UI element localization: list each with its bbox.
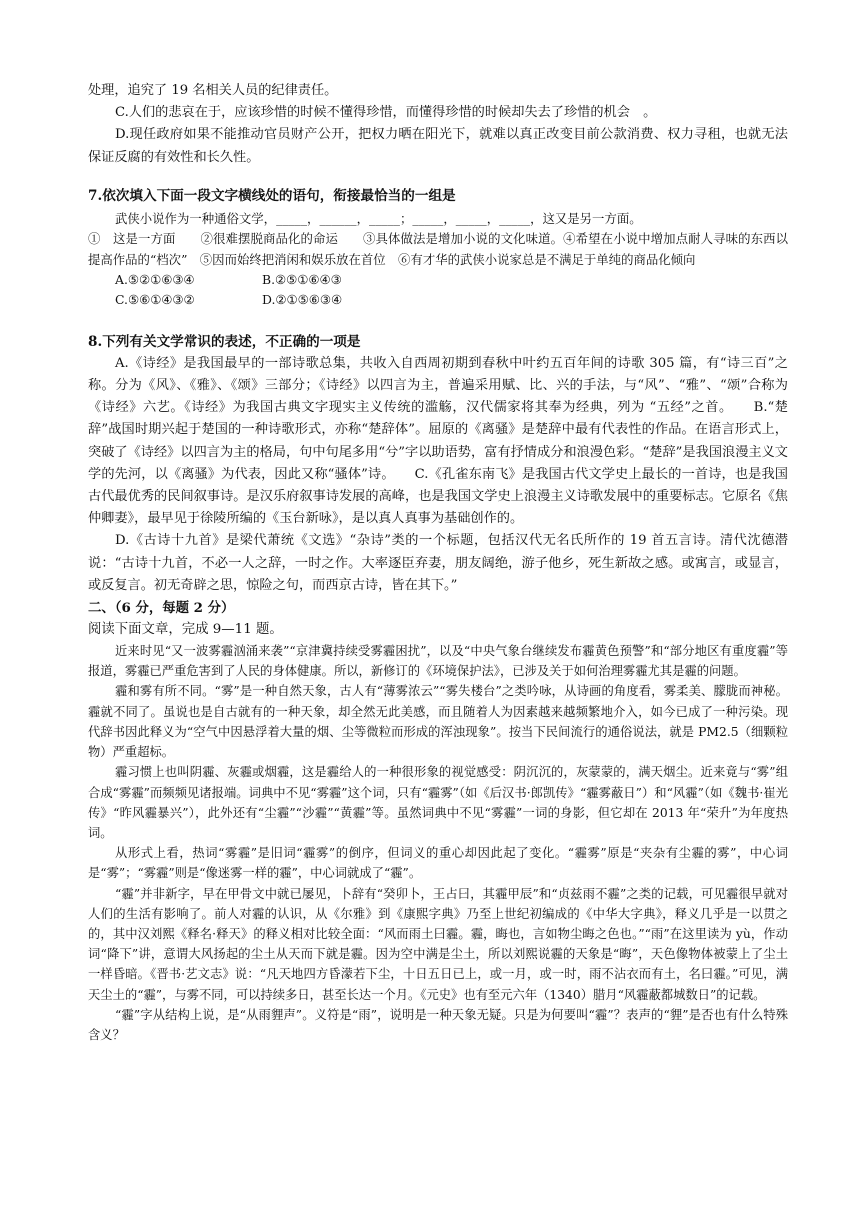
option-c-line: C.人们的悲哀在于，应该珍惜的时候不懂得珍惜，而懂得珍惜的时候却失去了珍惜的机会 。 — [115, 105, 657, 121]
article-paragraph: 近来时见“又一波雾霾汹涌来袭”“京津冀持续受雾霾困扰”，以及“中央气象台继续发布霾黄色预警”和“部分地区有重度霾”等报道，雾霾已严重危害到了人民的身体健康。所以，新修订的《环境保护法》，已涉及关于如何治理雾霾尤其是霾的问题。 — [88, 644, 788, 679]
option-d-line: D.现任政府如果不能推动官员财产公开，把权力晒在阳光下，就难以真正改变目前公款消费、权力寻租，也就无法保证反腐的有效性和长久性。 — [88, 127, 788, 165]
choice-c[interactable]: C.⑤⑥①④③② — [115, 292, 195, 308]
question-8-options-abc: A.《诗经》是我国最早的一部诗歌总集，共收入自西周初期到春秋中叶约五百年间的诗歌 305 篇，有“诗三百”之称。分为《风》、《雅》、《颂》三部分；《诗经》以四言为主，普遍采用赋、比、兴的手法，与“风”、“雅”、“颂”合称为《诗经》六艺。《诗经》为我国古典文字现实主义传统的滥觞，汉代儒家将其奉为经典，列为 “五经”之首。 B.“楚辞”战国时期兴起于楚国的一种诗歌形式，亦称“楚辞体”。屈原的《离骚》是楚辞中最有代表性的作品。在语言形式上，突破了《诗经》以四言为主的格局，句中句尾多用“兮”字以助语势，富有抒情成分和浪漫色彩。“楚辞”是我国浪漫主义文学的先河，以《离骚》为代表，因此又称“骚体”诗。 C.《孔雀东南飞》是我国古代文学史上最长的一首诗，也是我国古代最优秀的民间叙事诗。是汉乐府叙事诗发展的高峰，也是我国文学史上浪漫主义诗歌发展中的重要标志。它原名《焦仲卿妻》，最早见于徐陵所编的《玉台新咏》，是以真人真事为基础创作的。 — [88, 355, 788, 527]
choice-d[interactable]: D.②①⑤⑥③④ — [262, 292, 343, 308]
question-7-stem: 武侠小说作为一种通俗文学，_____，______，_____；_____，_____，_____，这又是另一方面。 — [115, 210, 642, 226]
exam-page — [88, 80, 788, 1045]
question-8-option-d: D.《古诗十九首》是梁代萧统《文选》“杂诗”类的一个标题，包括汉代无名氏所作的 19 首五言诗。清代沈德潜说：“古诗十九首，不必一人之辞，一时之作。大率逐臣弃妻，朋友阔绝，游子他乡，死生新故之感。或寓言，或显言，或反复言。初无奇辟之思，惊险之句，而西京古诗，皆在其下。” — [88, 533, 788, 593]
question-7-title: 7.依次填入下面一段文字横线处的语句，衔接最恰当的一组是 — [88, 187, 456, 204]
question-7-items: ① 这是一方面 ②很难摆脱商品化的命运 ③具体做法是增加小说的文化味道。④希望在小说中增加点耐人寻味的东西以提高作品的“档次” ⑤因而始终把消闲和娱乐放在首位 ⑥有才华的武侠小说家总是不满足于单纯的商品化倾向 — [88, 231, 788, 267]
question-8-title: 8.下列有关文学常识的表述，不正确的一项是 — [88, 333, 361, 350]
article-paragraph: 霾和雾有所不同。“雾”是一种自然天象，古人有“薄雾浓云”“雾失楼台”之类吟咏，从诗画的角度看，雾柔美、朦胧而神秘。霾就不同了。虽说也是自古就有的一种天象，却全然无此美感，而且随着人为因素越来越频繁地介入，如今已成了一种污染。现代辞书因此释义为“空气中因悬浮着大量的烟、尘等微粒而形成的浑浊现象”。按当下民间流行的通俗说法，就是 PM2.5（细颗粒物）严重超标。 — [88, 684, 788, 760]
article-paragraph: “霾”字从结构上说，是“从雨貍声”。义符是“雨”，说明是一种天象无疑。只是为何要叫“霾”？表声的“貍”是否也有什么特殊含义？ — [88, 1007, 788, 1042]
article-paragraph: 从形式上看，热词“雾霾”是旧词“霾雾”的倒序，但词义的重心却因此起了变化。“霾雾”原是“夹杂有尘霾的雾”，中心词是“雾”；“雾霾”则是“像迷雾一样的霾”，中心词就成了“霾”。 — [88, 846, 788, 881]
choice-b[interactable]: B.②⑤①⑥④③ — [262, 272, 342, 288]
intro-line-1: 处理，追究了 19 名相关人员的纪律责任。 — [88, 83, 338, 98]
question-7-choices — [88, 270, 788, 311]
section-2-instruction: 阅读下面文章，完成 9—11 题。 — [88, 622, 283, 638]
article-paragraph: 霾习惯上也叫阴霾、灰霾或烟霾，这是霾给人的一种很形象的视觉感受：阴沉沉的，灰蒙蒙的，满天烟尘。近来竟与“雾”组合成“雾霾”而频频见诸报端。词典中不见“雾霾”这个词，只有“霾雾”（如《后汉书·郎凯传》“霾雾蔽日”）和“风霾”（如《魏书·崔光传》“昨风霾暴兴”），此外还有“尘霾”“沙霾”“黄霾”等。虽然词典中不见“雾霾”一词的身影，但它却在 2013 年“荣升”为年度热词。 — [88, 765, 788, 840]
section-2-title: 二、（6 分，每题 2 分） — [88, 600, 235, 617]
article-paragraph: “霾”并非新字，早在甲骨文中就已屡见，卜辞有“癸卯卜，王占曰，其霾甲辰”和“贞兹雨不霾”之类的记载，可见霾很早就对人们的生活有影响了。前人对霾的认识，从《尔雅》到《康熙字典》乃至上世纪初编成的《中华大字典》，释义几乎是一以贯之的，其中汉刘熙《释名·释天》的释义相对比较全面：“风而雨土曰霾。霾，晦也，言如物尘晦之色也。”“雨”在这里读为 yù，作动词“降下”讲，意谓大风扬起的尘土从天而下就是霾。因为空中满是尘土，所以刘熙说霾的天象是“晦”，天色像物体被蒙上了尘土一样昏暗。《晋书·艺文志》说：“凡天地四方昏濛若下尘，十日五日已上，或一月，或一时，雨不沾衣而有土，名曰霾。”可见，满天尘土的“霾”，与雾不同，可以持续多日，甚至长达一个月。《元史》也有至元六年（1340）腊月“风霾蔽都城数日”的记载。 — [88, 886, 788, 1002]
choice-a[interactable]: A.⑤②①⑥③④ — [115, 272, 195, 288]
